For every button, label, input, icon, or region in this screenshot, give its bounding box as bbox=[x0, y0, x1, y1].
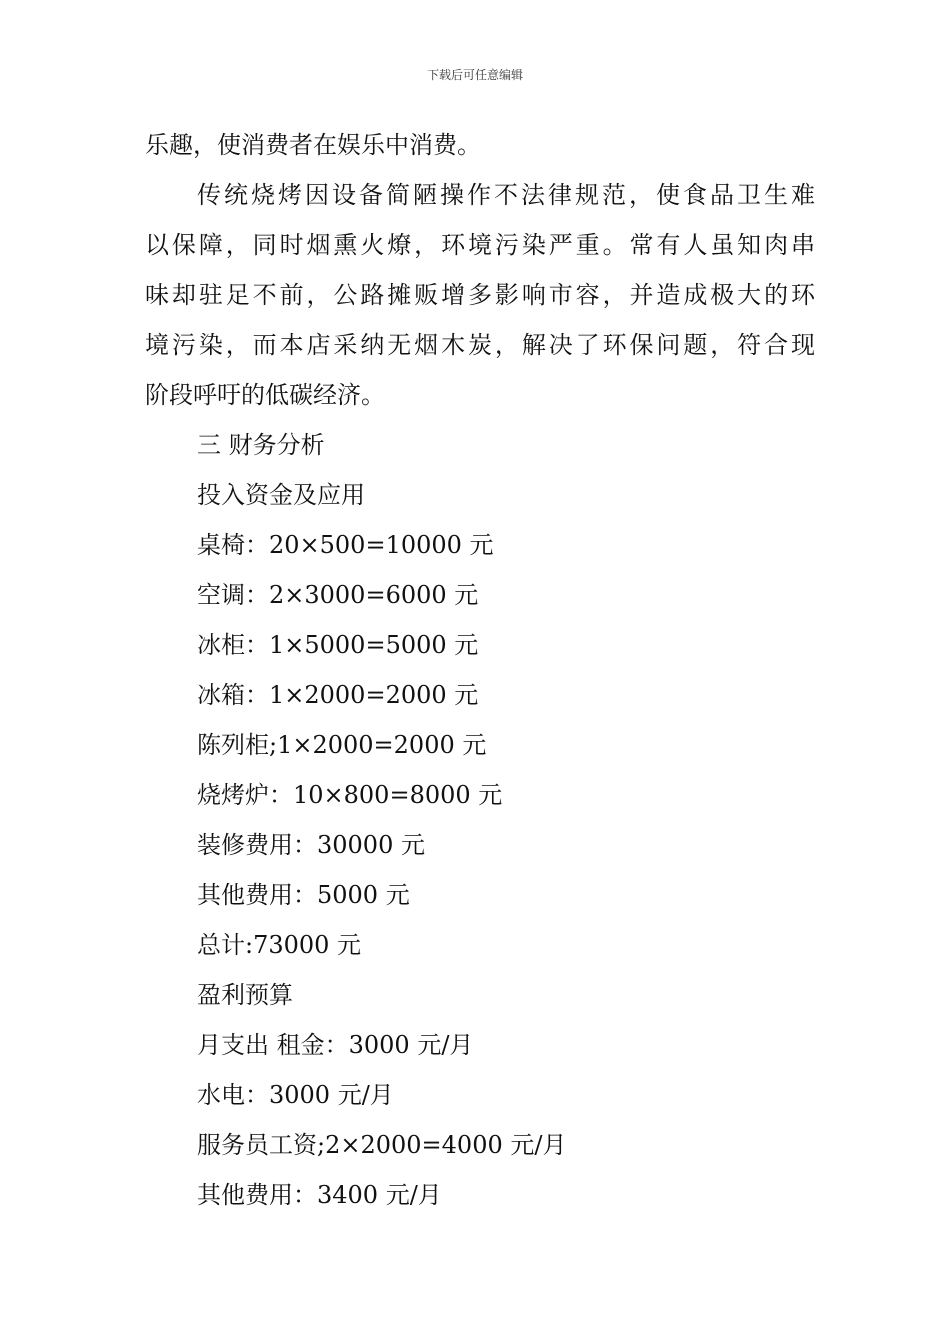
paragraph-line: 乐趣，使消费者在娱乐中消费。 bbox=[145, 131, 481, 159]
paragraph-line: 境污染，而本店采纳无烟木炭，解决了环保问题，符合现 bbox=[145, 331, 815, 359]
cost-item: 冰柜：1×5000=5000 元 bbox=[197, 631, 479, 659]
document-body bbox=[145, 120, 815, 1220]
paragraph-line: 味却驻足不前，公路摊贩增多影响市容，并造成极大的环 bbox=[145, 281, 815, 309]
paragraph bbox=[145, 170, 815, 420]
cost-item: 其他费用：5000 元 bbox=[197, 881, 410, 909]
expense-item: 月支出 租金：3000 元/月 bbox=[197, 1031, 474, 1059]
cost-item: 空调：2×3000=6000 元 bbox=[197, 581, 479, 609]
cost-item: 冰箱：1×2000=2000 元 bbox=[197, 681, 479, 709]
paragraph-line: 阶段呼吁的低碳经济。 bbox=[145, 381, 385, 409]
expense-item: 水电：3000 元/月 bbox=[197, 1081, 394, 1109]
cost-item: 桌椅：20×500=10000 元 bbox=[197, 531, 494, 559]
page-header: 下载后可任意编辑 bbox=[426, 68, 523, 82]
expense-item: 其他费用：3400 元/月 bbox=[197, 1181, 442, 1209]
investment-section bbox=[145, 470, 815, 970]
paragraph-line: 以保障，同时烟熏火燎，环境污染严重。常有人虽知肉串 bbox=[145, 231, 815, 259]
section-heading: 三 财务分析 bbox=[197, 431, 325, 459]
profit-heading: 盈利预算 bbox=[197, 981, 293, 1009]
cost-item: 陈列柜;1×2000=2000 元 bbox=[197, 731, 487, 759]
paragraph-line: 传统烧烤因设备简陋操作不法律规范，使食品卫生难 bbox=[197, 181, 815, 209]
expense-item: 服务员工资;2×2000=4000 元/月 bbox=[197, 1131, 567, 1159]
profit-section bbox=[145, 970, 815, 1220]
cost-item: 烧烤炉：10×800=8000 元 bbox=[197, 781, 503, 809]
cost-total: 总计:73000 元 bbox=[197, 931, 362, 959]
cost-item: 装修费用：30000 元 bbox=[197, 831, 425, 859]
paragraph bbox=[145, 120, 815, 170]
investment-heading: 投入资金及应用 bbox=[197, 481, 365, 509]
